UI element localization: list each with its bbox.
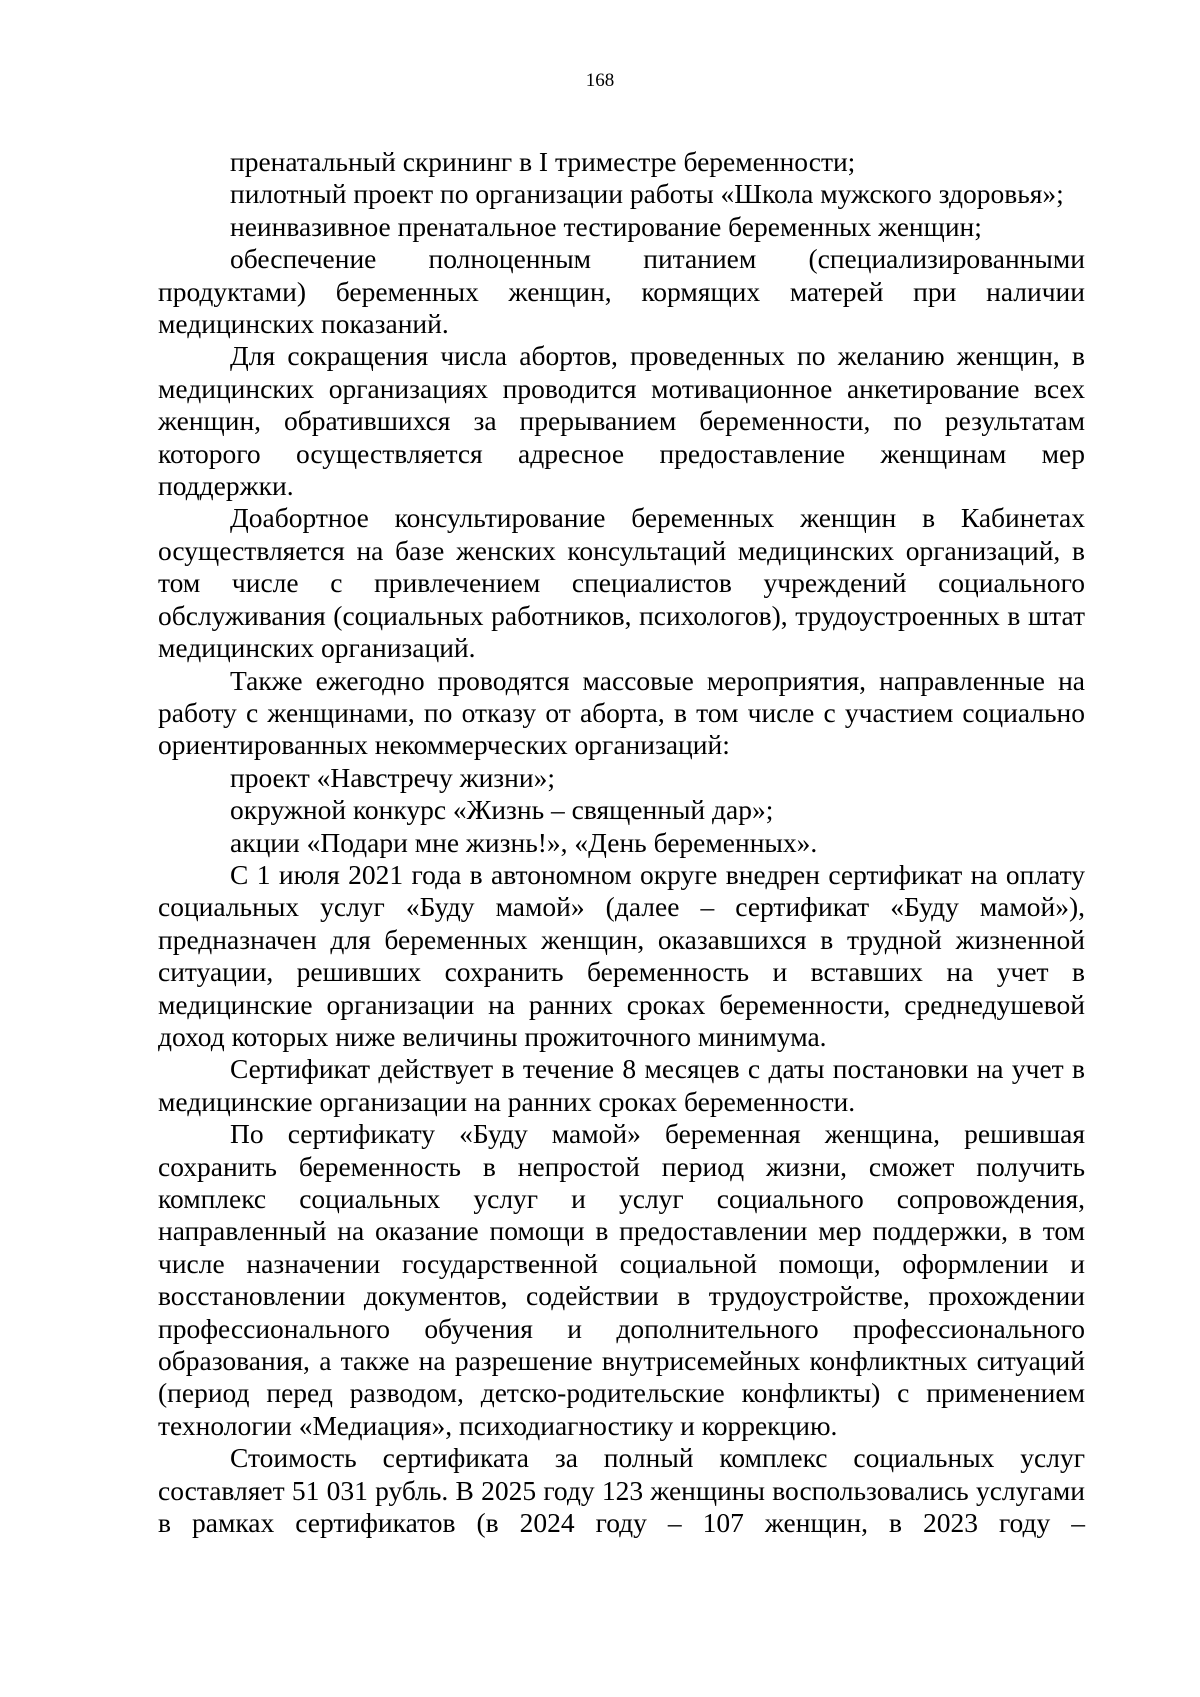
paragraph-certificate-intro: С 1 июля 2021 года в автономном округе внедрен сертификат на оплату социальных услуг «Буду мамой» (далее – сертификат «Буду мамой»), предназначен для беременных женщин, оказавшихся в трудной жизненной ситуации, решивших сохранить беременность и вставших на учет в медицинские организации на ранних сроках беременности, среднедушевой доход которых ниже величины прожиточного минимума. (158, 858, 1085, 1052)
paragraph-campaigns: акции «Подари мне жизнь!», «День беременных». (230, 826, 818, 858)
paragraph-certificate-cost: Стоимость сертификата за полный комплекс социальных услуг составляет 51 031 рубль. В 2025 году 123 женщины воспользовались услугами в рамках сертификатов (в 2024 году – 107 женщин, в 2023 году – (158, 1442, 1085, 1539)
paragraph-nutrition: обеспечение полноценным питанием (специализированными продуктами) беременных женщин, кормящих матерей при наличии медицинских показаний. (158, 243, 1085, 340)
paragraph-project-towards-life: проект «Навстречу жизни»; (230, 761, 555, 793)
page-number: 168 (585, 70, 615, 91)
paragraph-contest-life-gift: окружной конкурс «Жизнь – священный дар»; (230, 794, 774, 826)
paragraph-mass-events: Также ежегодно проводятся массовые мероприятия, направленные на работу с женщинами, по отказу от аборта, в том числе с участием социально ориентированных некоммерческих организаций: (158, 664, 1085, 761)
paragraph-certificate-services: По сертификату «Буду мамой» беременная женщина, решившая сохранить беременность в непростой период жизни, сможет получить комплекс социальных услуг и услуг социального сопровождения, направленный на оказание помощи в предоставлении мер поддержки, в том числе назначении государственной социальной помощи, оформлении и восстановлении документов, содействии в трудоустройстве, прохождении профессионального обучения и дополнительного профессионального образования, а также на разрешение внутрисемейных конфликтных ситуаций (период перед разводом, детско-родительские конфликты) с применением технологии «Медиация», психодиагностику и коррекцию. (158, 1118, 1085, 1441)
paragraph-noninvasive-testing: неинвазивное пренатальное тестирование беременных женщин; (230, 210, 982, 242)
document-body (158, 146, 1085, 1539)
paragraph-abortion-reduction: Для сокращения числа абортов, проведенных по желанию женщин, в медицинских организациях проводится мотивационное анкетирование всех женщин, обратившихся за прерыванием беременности, по результатам которого осуществляется адресное предоставление женщинам мер поддержки. (158, 340, 1085, 502)
paragraph-mens-health-school: пилотный проект по организации работы «Школа мужского здоровья»; (230, 178, 1064, 210)
paragraph-certificate-validity: Сертификат действует в течение 8 месяцев с даты постановки на учет в медицинские организации на ранних сроках беременности. (158, 1053, 1085, 1117)
paragraph-pre-abortion-counseling: Доабортное консультирование беременных женщин в Кабинетах осуществляется на базе женских консультаций медицинских организаций, в том числе с привлечением специалистов учреждений социального обслуживания (социальных работников, психологов), трудоустроенных в штат медицинских организаций. (158, 502, 1085, 664)
paragraph-prenatal-screening: пренатальный скрининг в I триместре беременности; (230, 146, 856, 177)
